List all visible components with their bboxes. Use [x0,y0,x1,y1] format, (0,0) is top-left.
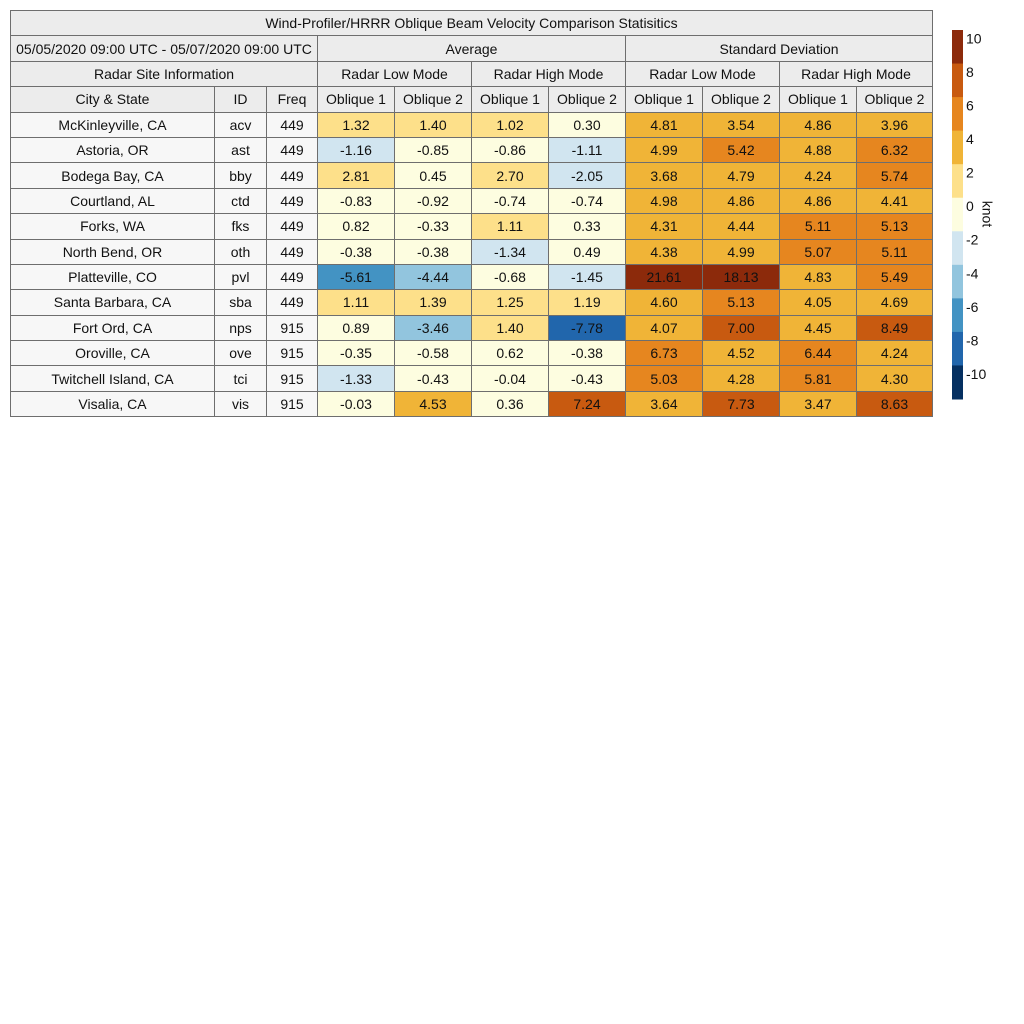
value-cell: 5.03 [626,366,703,391]
colorbar-tick-label: -10 [966,365,987,382]
site-id: nps [215,315,267,340]
value-cell: 1.19 [549,290,626,315]
value-cell: 4.81 [626,112,703,137]
value-cell: 4.53 [395,391,472,416]
value-cell: 18.13 [703,264,780,289]
value-cell: 4.99 [703,239,780,264]
site-id: fks [215,214,267,239]
value-cell: 4.98 [626,188,703,213]
colorbar-blocks [952,30,963,400]
colorbar-block [952,198,963,232]
value-cell: -3.46 [395,315,472,340]
value-cell: 4.86 [703,188,780,213]
value-cell: 4.99 [626,137,703,162]
table-row [11,264,933,289]
colorbar-block [952,30,963,64]
sd-high-mode-header: Radar High Mode [780,61,933,86]
colorbar-block [952,97,963,131]
value-cell: -0.74 [549,188,626,213]
value-cell: 5.74 [857,163,933,188]
column-header: Oblique 2 [857,87,933,112]
value-cell: 4.83 [780,264,857,289]
value-cell: 3.96 [857,112,933,137]
site-freq: 449 [267,290,318,315]
site-freq: 449 [267,214,318,239]
value-cell: 4.86 [780,112,857,137]
value-cell: 0.45 [395,163,472,188]
site-id: oth [215,239,267,264]
value-cell: 8.63 [857,391,933,416]
value-cell: -7.78 [549,315,626,340]
value-cell: 4.38 [626,239,703,264]
std-dev-header: Standard Deviation [626,36,933,61]
site-freq: 449 [267,264,318,289]
table-row [11,366,933,391]
value-cell: 4.45 [780,315,857,340]
avg-high-mode-header: Radar High Mode [472,61,626,86]
sd-low-mode-header: Radar Low Mode [626,61,780,86]
value-cell: 5.11 [857,239,933,264]
value-cell: 5.49 [857,264,933,289]
value-cell: 4.86 [780,188,857,213]
colorbar-tick-label: 10 [966,30,982,47]
colorbar-tick-label: 4 [966,131,974,148]
site-id: vis [215,391,267,416]
value-cell: 4.05 [780,290,857,315]
value-cell: 4.24 [780,163,857,188]
value-cell: 4.79 [703,163,780,188]
value-cell: 1.11 [318,290,395,315]
value-cell: 3.64 [626,391,703,416]
value-cell: 0.82 [318,214,395,239]
column-header: Oblique 2 [703,87,780,112]
value-cell: 4.28 [703,366,780,391]
site-freq: 449 [267,137,318,162]
value-cell: -0.03 [318,391,395,416]
site-freq: 915 [267,341,318,366]
column-header: Freq [267,87,318,112]
value-cell: 6.44 [780,341,857,366]
value-cell: -1.34 [472,239,549,264]
site-city: Bodega Bay, CA [11,163,215,188]
value-cell: -0.85 [395,137,472,162]
column-header: City & State [11,87,215,112]
value-cell: -0.74 [472,188,549,213]
table-row [11,214,933,239]
table-row [11,137,933,162]
value-cell: 7.24 [549,391,626,416]
table-row [11,315,933,340]
value-cell: -1.45 [549,264,626,289]
value-cell: 4.24 [857,341,933,366]
table-row [11,163,933,188]
value-cell: 1.40 [395,112,472,137]
value-cell: 0.36 [472,391,549,416]
value-cell: 4.88 [780,137,857,162]
column-header-row [11,87,933,112]
value-cell: 7.00 [703,315,780,340]
site-id: ast [215,137,267,162]
value-cell: 1.11 [472,214,549,239]
value-cell: 1.39 [395,290,472,315]
value-cell: -0.33 [395,214,472,239]
value-cell: -2.05 [549,163,626,188]
value-cell: -0.04 [472,366,549,391]
site-freq: 915 [267,315,318,340]
colorbar-block [952,332,963,366]
value-cell: 0.89 [318,315,395,340]
value-cell: -0.92 [395,188,472,213]
site-city: McKinleyville, CA [11,112,215,137]
value-cell: 0.62 [472,341,549,366]
colorbar-block [952,365,963,399]
value-cell: -1.16 [318,137,395,162]
value-cell: 4.69 [857,290,933,315]
colorbar-tick-label: 0 [966,198,974,215]
site-city: Oroville, CA [11,341,215,366]
site-freq: 915 [267,366,318,391]
value-cell: 8.49 [857,315,933,340]
value-cell: -4.44 [395,264,472,289]
value-cell: 3.47 [780,391,857,416]
site-city: Forks, WA [11,214,215,239]
value-cell: 5.13 [857,214,933,239]
site-freq: 449 [267,188,318,213]
site-city: Courtland, AL [11,188,215,213]
colorbar-tick-label: 6 [966,97,974,114]
site-city: Twitchell Island, CA [11,366,215,391]
colorbar-tick-label: -2 [966,231,979,248]
value-cell: 5.07 [780,239,857,264]
value-cell: -0.58 [395,341,472,366]
value-cell: 3.68 [626,163,703,188]
value-cell: 3.54 [703,112,780,137]
colorbar-tick-label: 8 [966,64,974,81]
site-id: pvl [215,264,267,289]
site-id: tci [215,366,267,391]
value-cell: -0.38 [549,341,626,366]
value-cell: 1.02 [472,112,549,137]
value-cell: 1.25 [472,290,549,315]
site-id: ctd [215,188,267,213]
column-header: Oblique 2 [549,87,626,112]
value-cell: 4.41 [857,188,933,213]
value-cell: 1.32 [318,112,395,137]
value-cell: 4.31 [626,214,703,239]
site-freq: 449 [267,239,318,264]
column-header: Oblique 1 [780,87,857,112]
table-row [11,391,933,416]
value-cell: 4.07 [626,315,703,340]
value-cell: 0.49 [549,239,626,264]
site-info-header: Radar Site Information [11,61,318,86]
column-header: Oblique 1 [318,87,395,112]
colorbar-block [952,131,963,165]
column-header: Oblique 1 [626,87,703,112]
site-city: North Bend, OR [11,239,215,264]
value-cell: -0.86 [472,137,549,162]
value-cell: -0.68 [472,264,549,289]
value-cell: -0.38 [395,239,472,264]
value-cell: 4.60 [626,290,703,315]
value-cell: 7.73 [703,391,780,416]
table-title: Wind-Profiler/HRRR Oblique Beam Velocity Comparison Statisitics [11,11,933,36]
value-cell: 6.32 [857,137,933,162]
value-cell: 5.11 [780,214,857,239]
value-cell: 4.44 [703,214,780,239]
value-cell: 5.13 [703,290,780,315]
value-cell: 4.52 [703,341,780,366]
site-city: Santa Barbara, CA [11,290,215,315]
site-id: bby [215,163,267,188]
colorbar-tick-label: -8 [966,332,979,349]
value-cell: 5.42 [703,137,780,162]
value-cell: -0.35 [318,341,395,366]
value-cell: -0.38 [318,239,395,264]
site-city: Fort Ord, CA [11,315,215,340]
site-freq: 449 [267,163,318,188]
value-cell: 4.30 [857,366,933,391]
value-cell: -1.11 [549,137,626,162]
column-header: Oblique 1 [472,87,549,112]
site-id: sba [215,290,267,315]
site-city: Astoria, OR [11,137,215,162]
colorbar-block [952,298,963,332]
table-row [11,188,933,213]
colorbar-tick-label: -4 [966,265,979,282]
value-cell: -1.33 [318,366,395,391]
site-id: ove [215,341,267,366]
table-row [11,112,933,137]
value-cell: 21.61 [626,264,703,289]
column-header: Oblique 2 [395,87,472,112]
colorbar [948,28,1010,402]
colorbar-tick-label: 2 [966,164,974,181]
colorbar-label: knot [979,200,996,228]
value-cell: 1.40 [472,315,549,340]
average-header: Average [318,36,626,61]
colorbar-tick-label: -6 [966,298,979,315]
column-header: ID [215,87,267,112]
site-freq: 915 [267,391,318,416]
avg-low-mode-header: Radar Low Mode [318,61,472,86]
statistics-table [10,10,933,417]
value-cell: -0.43 [395,366,472,391]
value-cell: 2.70 [472,163,549,188]
value-cell: 5.81 [780,366,857,391]
colorbar-block [952,265,963,299]
value-cell: 2.81 [318,163,395,188]
colorbar-block [952,231,963,265]
colorbar-block [952,64,963,98]
value-cell: 0.30 [549,112,626,137]
date-range: 05/05/2020 09:00 UTC - 05/07/2020 09:00 UTC [11,36,318,61]
value-cell: -0.43 [549,366,626,391]
site-freq: 449 [267,112,318,137]
table-body [11,112,933,417]
value-cell: 0.33 [549,214,626,239]
site-city: Platteville, CO [11,264,215,289]
value-cell: -0.83 [318,188,395,213]
table-row [11,290,933,315]
colorbar-block [952,164,963,198]
table-row [11,341,933,366]
value-cell: -5.61 [318,264,395,289]
site-id: acv [215,112,267,137]
site-city: Visalia, CA [11,391,215,416]
value-cell: 6.73 [626,341,703,366]
table-row [11,239,933,264]
